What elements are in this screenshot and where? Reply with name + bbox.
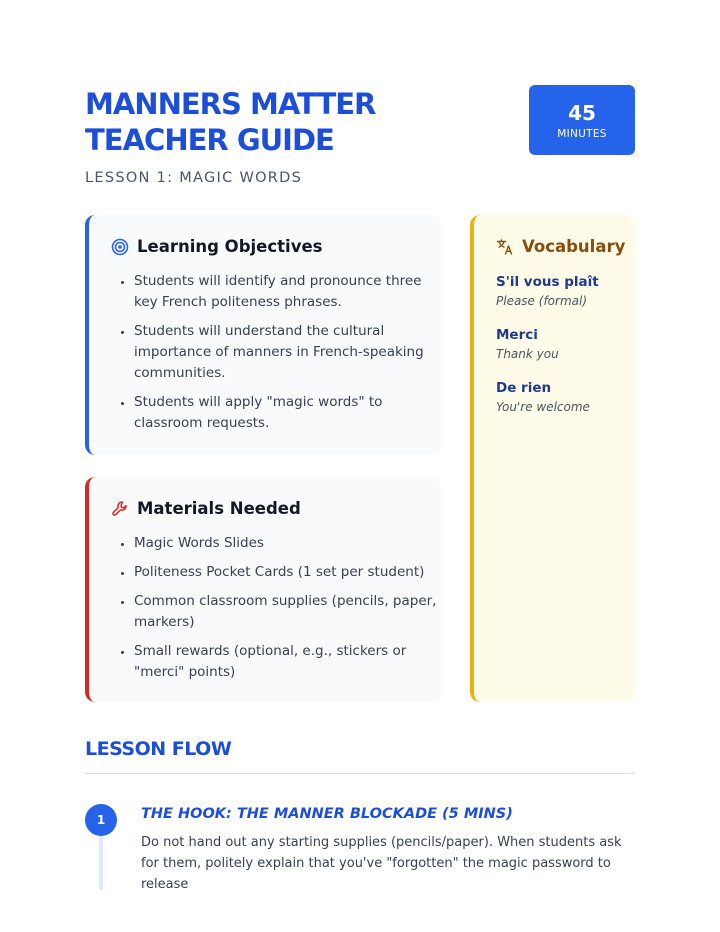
list-item: • Students will identify and pronounce three key French politeness phrases. [134,271,439,313]
vocab-item [496,378,631,416]
duration-badge [529,85,635,155]
vocabulary-title: Vocabulary [522,237,626,256]
list-item: • Students will understand the cultural importance of manners in French-speaking communities. [134,321,439,384]
list-item: • Small rewards (optional, e.g., stickers or "merci" points) [134,641,439,683]
vocab-translation: Thank you [496,347,559,361]
vocab-item [496,272,631,310]
vocabulary-card [470,215,635,702]
learning-objectives-card [85,215,441,455]
lesson-subtitle: LESSON 1: MAGIC WORDS [85,170,303,186]
page-title-line-1: MANNERS MATTER [85,87,376,121]
materials-needed-card [85,477,441,702]
list-item: • Students will apply "magic words" to classroom requests. [134,392,439,434]
materials-needed-title: Materials Needed [137,499,301,518]
objectives-list [111,271,439,442]
vocab-item [496,325,631,363]
step-title: THE HOOK: THE MANNER BLOCKADE (5 MINS) [141,806,513,822]
step-description: Do not hand out any starting supplies (pencils/paper). When students ask for them, politely explain that you've "forgotten" the magic password to release [141,835,622,892]
learning-objectives-header [111,237,322,256]
list-item: • Politeness Pocket Cards (1 set per student) [134,562,439,583]
vocabulary-header [496,237,625,256]
page-title-line-2: TEACHER GUIDE [85,123,334,157]
duration-number: 45 [568,101,596,125]
wrench-icon [111,500,129,518]
vocabulary-list [496,272,631,431]
list-item: • Common classroom supplies (pencils, paper, markers) [134,591,439,633]
vocab-translation: You're welcome [496,400,590,414]
vocab-translation: Please (formal) [496,294,587,308]
translate-icon [496,238,514,256]
materials-needed-header [111,499,301,518]
list-item: • Magic Words Slides [134,533,439,554]
learning-objectives-title: Learning Objectives [137,237,323,256]
target-icon [111,238,129,256]
vocab-term: De rien [496,380,552,396]
vocab-term: S'il vous plaît [496,274,599,290]
lesson-flow-title: LESSON FLOW [85,738,232,760]
vocab-term: Merci [496,327,538,343]
section-divider [85,773,635,774]
materials-list [111,533,439,691]
duration-unit: MINUTES [557,128,607,140]
step-number-badge: 1 [85,804,117,836]
